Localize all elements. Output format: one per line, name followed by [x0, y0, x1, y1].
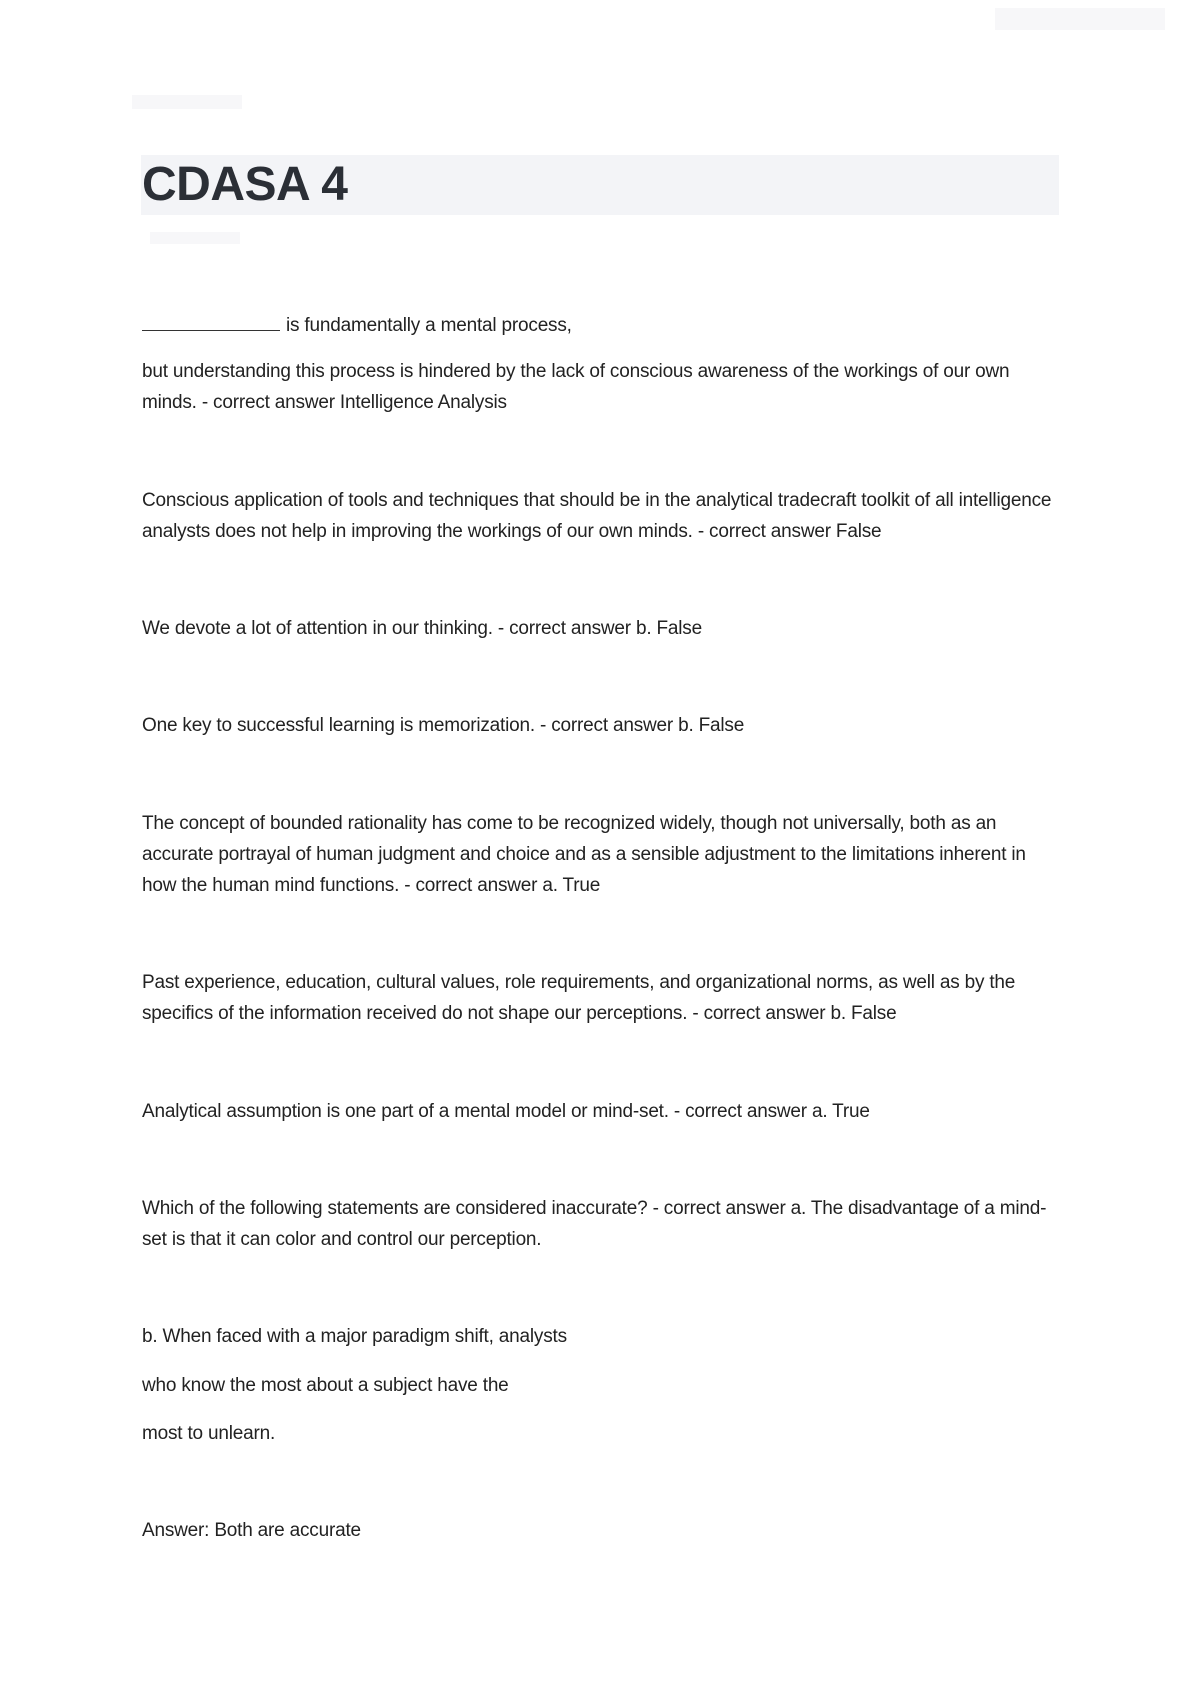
question-paragraph — [142, 967, 1062, 1029]
faint-artifact — [150, 232, 240, 244]
question-text: Analytical assumption is one part of a mental model or mind-set. - correct answer a. True — [142, 1101, 870, 1122]
page-title: CDASA 4 — [142, 158, 348, 211]
answer-paragraph — [142, 1515, 1062, 1546]
question-paragraph — [142, 485, 1062, 547]
question-paragraph — [142, 1370, 1062, 1401]
question-paragraph — [142, 310, 1062, 341]
question-paragraph — [142, 710, 1062, 741]
question-paragraph — [142, 1193, 1062, 1255]
question-text: b. When faced with a major paradigm shift, analysts — [142, 1326, 567, 1347]
question-text: most to unlearn. — [142, 1423, 276, 1444]
question-text: The concept of bounded rationality has come to be recognized widely, though not universally, both as an accurate portrayal of human judgment and choice and as a sensible adjustment to the limitations inherent in how the human mind functions. - correct answer a. True — [142, 813, 1026, 896]
question-paragraph — [142, 356, 1062, 418]
question-text: is fundamentally a mental process, — [286, 315, 572, 336]
question-paragraph — [142, 808, 1062, 901]
question-text: Past experience, education, cultural values, role requirements, and organizational norms, as well as by the specifics of the information received do not shape our perceptions. - correct answer b. False — [142, 972, 1016, 1024]
answer-text: Answer: Both are accurate — [142, 1520, 361, 1541]
question-text: Conscious application of tools and techniques that should be in the analytical tradecraft toolkit of all intelligence analysts does not help in improving the workings of our own minds. - correct answer False — [142, 490, 1052, 542]
faint-artifact — [995, 8, 1165, 30]
question-text: One key to successful learning is memorization. - correct answer b. False — [142, 715, 745, 736]
question-text: Which of the following statements are considered inaccurate? - correct answer a. The disadvantage of a mind-set is that it can color and control our perception. — [142, 1198, 1047, 1250]
question-paragraph — [142, 1321, 1062, 1352]
question-text: We devote a lot of attention in our thinking. - correct answer b. False — [142, 618, 702, 639]
fill-in-blank — [142, 312, 280, 331]
question-paragraph — [142, 1418, 1062, 1449]
question-paragraph — [142, 1096, 1062, 1127]
question-text: who know the most about a subject have the — [142, 1375, 509, 1396]
faint-artifact — [132, 95, 242, 109]
question-text: but understanding this process is hindered by the lack of conscious awareness of the workings of our own minds. - correct answer Intelligence Analysis — [142, 361, 1010, 413]
question-paragraph — [142, 613, 1062, 644]
